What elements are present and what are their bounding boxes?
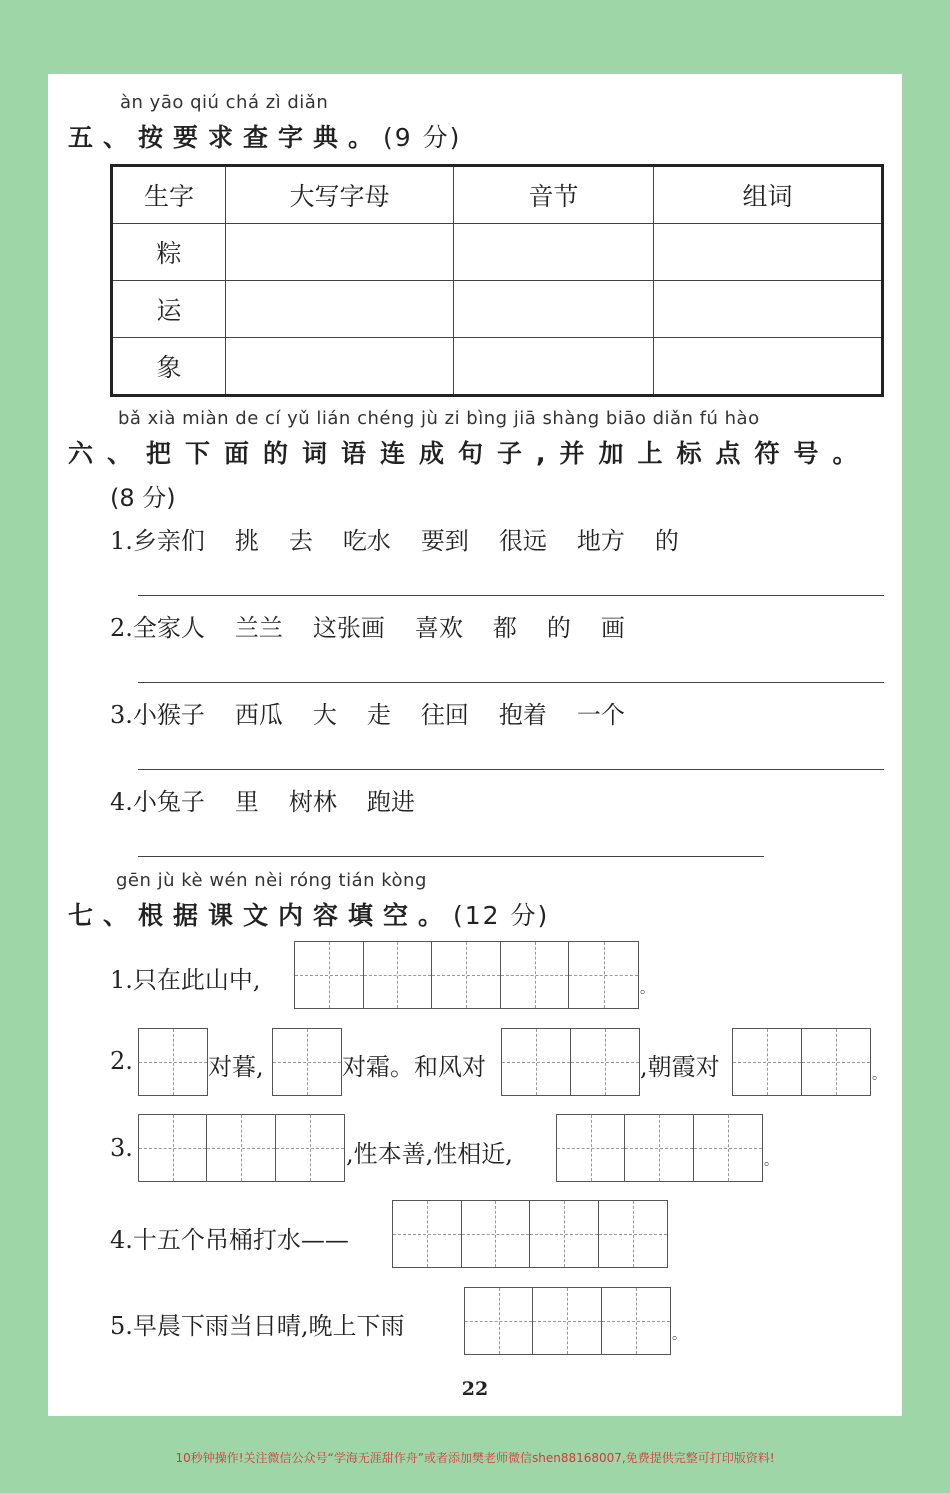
grid-cell[interactable] xyxy=(432,942,501,1008)
char-cell: 运 xyxy=(112,281,226,338)
grid-cell[interactable] xyxy=(599,1201,668,1267)
grid-cell[interactable] xyxy=(625,1115,693,1181)
sentence-item-2 xyxy=(110,608,655,643)
writing-grid-2b[interactable] xyxy=(272,1028,342,1096)
table-row xyxy=(112,338,883,396)
item-text: 十五个吊桶打水—— xyxy=(132,1226,349,1254)
grid-cell[interactable] xyxy=(139,1115,207,1181)
answer-line-2[interactable] xyxy=(138,682,884,683)
word: 这张画 xyxy=(312,614,385,642)
section5-score: (9 分) xyxy=(383,123,462,152)
item-number: 3. xyxy=(110,701,133,729)
answer-cell[interactable] xyxy=(226,338,454,396)
answer-cell[interactable] xyxy=(226,224,454,281)
page-number: 22 xyxy=(461,1378,489,1400)
writing-grid-3b[interactable] xyxy=(556,1114,763,1182)
answer-cell[interactable] xyxy=(654,338,883,396)
section5-pinyin: àn yāo qiú chá zì diǎn xyxy=(120,92,329,113)
item-number: 4. xyxy=(110,788,133,816)
fill-item-2-text-1: 对暮, xyxy=(208,1053,264,1081)
table-header-row xyxy=(112,166,883,224)
word: 很远 xyxy=(498,527,547,555)
word: 的 xyxy=(654,527,679,555)
grid-cell[interactable] xyxy=(207,1115,275,1181)
section7-score: (12 分) xyxy=(453,901,550,930)
header-cell: 大写字母 xyxy=(226,166,454,224)
period: 。 xyxy=(872,1067,886,1083)
answer-line-3[interactable] xyxy=(138,769,884,770)
word: 喜欢 xyxy=(414,614,463,642)
writing-grid-5[interactable] xyxy=(464,1287,671,1355)
grid-cell[interactable] xyxy=(602,1288,670,1354)
answer-line-1[interactable] xyxy=(138,595,884,596)
fill-item-3-text: ,性本善,性相近, xyxy=(346,1140,513,1168)
item-number: 4. xyxy=(110,1226,133,1254)
answer-cell[interactable] xyxy=(454,281,654,338)
word: 走 xyxy=(366,701,391,729)
header-cell: 组词 xyxy=(654,166,883,224)
answer-cell[interactable] xyxy=(654,281,883,338)
item-text: 早晨下雨当日晴,晚上下雨 xyxy=(132,1312,405,1340)
section6-pinyin: bǎ xià miàn de cí yǔ lián chéng jù zi bìng jiā shàng biāo diǎn fú hào xyxy=(118,408,760,429)
table-row xyxy=(112,224,883,281)
word: 都 xyxy=(492,614,517,642)
period: 。 xyxy=(640,981,654,997)
word: 挑 xyxy=(234,527,259,555)
section5-title xyxy=(68,118,461,154)
word: 小兔子 xyxy=(132,788,205,816)
grid-cell[interactable] xyxy=(802,1029,871,1095)
word: 要到 xyxy=(420,527,469,555)
word: 跑进 xyxy=(366,788,415,816)
sentence-item-4 xyxy=(110,782,445,817)
grid-cell[interactable] xyxy=(276,1115,344,1181)
writing-grid-1[interactable] xyxy=(294,941,639,1009)
fill-item-2-text-2: 对霜。和风对 xyxy=(342,1053,486,1081)
grid-cell[interactable] xyxy=(569,942,638,1008)
grid-cell[interactable] xyxy=(364,942,433,1008)
fill-item-2-text-3: ,朝霞对 xyxy=(640,1053,720,1081)
grid-cell[interactable] xyxy=(694,1115,762,1181)
writing-grid-2d[interactable] xyxy=(732,1028,871,1096)
header-cell: 生字 xyxy=(112,166,226,224)
grid-cell[interactable] xyxy=(533,1288,601,1354)
section7-title xyxy=(68,896,549,932)
item-text: 只在此山中, xyxy=(132,966,261,994)
word: 里 xyxy=(234,788,259,816)
grid-cell[interactable] xyxy=(273,1029,341,1095)
answer-cell[interactable] xyxy=(654,224,883,281)
section6-score: (8 分) xyxy=(110,484,176,512)
answer-line-4[interactable] xyxy=(138,856,764,857)
section6-title: 六、把下面的词语连成句子,并加上标点符号。 xyxy=(68,439,872,468)
word: 地方 xyxy=(576,527,625,555)
item-number: 5. xyxy=(110,1312,133,1340)
grid-cell[interactable] xyxy=(733,1029,802,1095)
section5-title-text: 五、按要求查字典。 xyxy=(68,123,384,152)
word: 树林 xyxy=(288,788,337,816)
fill-item-4 xyxy=(110,1220,349,1255)
fill-item-1 xyxy=(110,960,261,995)
word: 抱着 xyxy=(498,701,547,729)
table-row xyxy=(112,281,883,338)
section7-title-text: 七、根据课文内容填空。 xyxy=(68,901,454,930)
word: 乡亲们 xyxy=(132,527,205,555)
item-number: 2. xyxy=(110,614,133,642)
fill-item-2-number: 2. xyxy=(110,1047,133,1075)
footer-notice: 10秒钟操作!关注微信公众号“学海无涯甜作舟”或者添加樊老师微信shen88168007,免费提供完整可打印版资料! xyxy=(175,1451,775,1465)
grid-cell[interactable] xyxy=(139,1029,207,1095)
word: 画 xyxy=(600,614,625,642)
char-cell: 象 xyxy=(112,338,226,396)
grid-cell[interactable] xyxy=(530,1201,599,1267)
sentence-item-3 xyxy=(110,695,655,730)
word: 全家人 xyxy=(132,614,205,642)
word: 大 xyxy=(312,701,337,729)
answer-cell[interactable] xyxy=(454,224,654,281)
period: 。 xyxy=(672,1327,686,1343)
item-number: 1. xyxy=(110,527,133,555)
word: 小猴子 xyxy=(132,701,205,729)
word: 一个 xyxy=(576,701,625,729)
word: 兰兰 xyxy=(234,614,283,642)
word: 去 xyxy=(288,527,313,555)
grid-cell[interactable] xyxy=(501,942,570,1008)
writing-grid-2a[interactable] xyxy=(138,1028,208,1096)
char-cell: 粽 xyxy=(112,224,226,281)
grid-cell[interactable] xyxy=(393,1201,462,1267)
period: 。 xyxy=(764,1153,778,1169)
writing-grid-3a[interactable] xyxy=(138,1114,345,1182)
word: 往回 xyxy=(420,701,469,729)
section7-pinyin: gēn jù kè wén nèi róng tián kòng xyxy=(116,870,427,891)
grid-cell[interactable] xyxy=(462,1201,531,1267)
fill-item-3-number: 3. xyxy=(110,1134,133,1162)
answer-cell[interactable] xyxy=(226,281,454,338)
header-cell: 音节 xyxy=(454,166,654,224)
item-number: 1. xyxy=(110,966,133,994)
grid-cell[interactable] xyxy=(295,942,364,1008)
word: 西瓜 xyxy=(234,701,283,729)
sentence-item-1 xyxy=(110,521,709,556)
fill-item-5 xyxy=(110,1306,405,1341)
grid-cell[interactable] xyxy=(571,1029,640,1095)
word: 的 xyxy=(546,614,571,642)
writing-grid-2c[interactable] xyxy=(501,1028,640,1096)
grid-cell[interactable] xyxy=(465,1288,533,1354)
grid-cell[interactable] xyxy=(502,1029,571,1095)
dictionary-table xyxy=(110,164,884,397)
grid-cell[interactable] xyxy=(557,1115,625,1181)
writing-grid-4[interactable] xyxy=(392,1200,668,1268)
answer-cell[interactable] xyxy=(454,338,654,396)
worksheet-page xyxy=(48,74,902,1416)
word: 吃水 xyxy=(342,527,391,555)
